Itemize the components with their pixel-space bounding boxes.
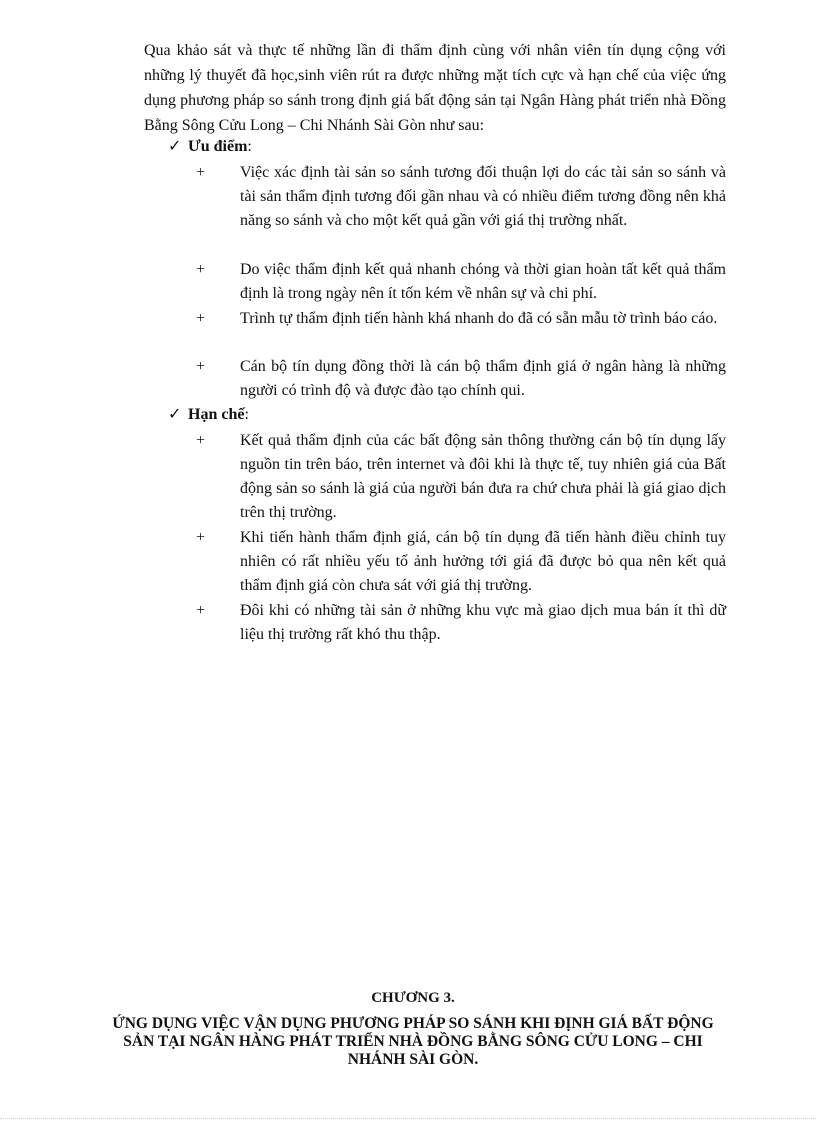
plus-bullet-icon: + xyxy=(196,164,206,181)
check-icon: ✓ xyxy=(168,138,182,155)
list-item-text: Trình tự thẩm định tiến hành khá nhanh do đã có sẵn mẫu tờ trình báo cáo. xyxy=(240,310,718,327)
section-title-suffix: : xyxy=(247,138,252,155)
chapter-title: ỨNG DỤNG VIỆC VẬN DỤNG PHƯƠNG PHÁP SO SÁNH KHI ĐỊNH GIÁ BẤT ĐỘNG SẢN TẠI NGÂN HÀNG PHÁT TRIỂN NHÀ ĐỒNG BẰNG SÔNG CỬU LONG – CHI NHÁNH SÀI GÒN. xyxy=(112,1015,714,1068)
section-heading-advantages xyxy=(168,137,252,157)
plus-bullet-icon: + xyxy=(196,310,206,327)
section-title: Hạn chế xyxy=(188,406,245,423)
section-title-suffix: : xyxy=(244,406,249,423)
list-item-text: Kết quả thẩm định của các bất động sản thông thường cán bộ tín dụng lấy nguồn tin trên báo, trên internet và đôi khi là thực tế, tuy nhiên giá của Bất động sản so sánh là giá của người bán đưa ra chứ chưa phải là giá giao dịch trên thị trường. xyxy=(240,432,726,521)
section-title: Ưu điểm xyxy=(188,138,248,155)
plus-bullet-icon: + xyxy=(196,261,206,278)
list-item-text: Đôi khi có những tài sản ở những khu vực mà giao dịch mua bán ít thì dữ liệu thị trường rất khó thu thập. xyxy=(240,602,726,643)
plus-bullet-icon: + xyxy=(196,529,206,546)
chapter-label: CHƯƠNG 3. xyxy=(371,990,455,1006)
list-item-text: Khi tiến hành thẩm định giá, cán bộ tín dụng đã tiến hành điều chỉnh tuy nhiên có rất nhiều yếu tố ảnh hưởng tới giá đã được bỏ qua nên kết quả thẩm định giá còn chưa sát với giá thị trường. xyxy=(240,529,726,594)
intro-paragraph: Qua khảo sát và thực tế những lần đi thẩm định cùng với nhân viên tín dụng cộng với những lý thuyết đã học,sinh viên rút ra được những mặt tích cực và hạn chế của việc ứng dụng phương pháp so sánh trong định giá bất động sản tại Ngân Hàng phát triển nhà Đồng Bằng Sông Cửu Long – Chi Nhánh Sài Gòn như sau: xyxy=(144,42,726,134)
section-heading-limitations xyxy=(168,405,249,425)
page-bottom-divider xyxy=(0,1118,816,1120)
list-item-text: Việc xác định tài sản so sánh tương đối thuận lợi do các tài sản so sánh và tài sản thẩm định tương đối gần nhau và có nhiều điểm tương đồng nên khả năng so sánh và cho một kết quả gần với giá thị trường nhất. xyxy=(240,164,726,229)
list-item-text: Do việc thẩm định kết quả nhanh chóng và thời gian hoàn tất kết quả thẩm định là trong ngày nên ít tốn kém về nhân sự và chi phí. xyxy=(240,261,726,302)
check-icon: ✓ xyxy=(168,406,182,423)
list-item-text: Cán bộ tín dụng đồng thời là cán bộ thẩm định giá ở ngân hàng là những người có trình độ và được đào tạo chính qui. xyxy=(240,358,726,399)
plus-bullet-icon: + xyxy=(196,358,206,375)
plus-bullet-icon: + xyxy=(196,432,206,449)
plus-bullet-icon: + xyxy=(196,602,206,619)
